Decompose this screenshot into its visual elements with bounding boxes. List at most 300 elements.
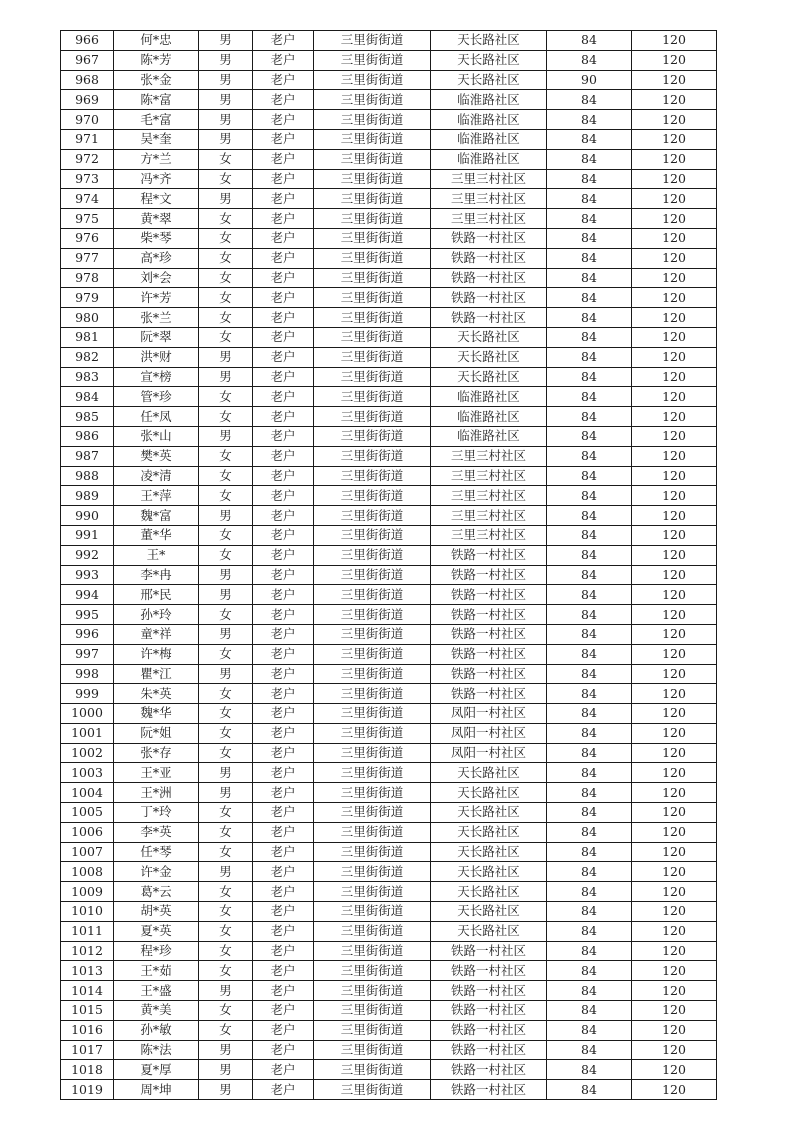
table-row — [61, 268, 717, 288]
gender-cell: 女 — [199, 684, 253, 704]
gender-cell: 男 — [199, 129, 253, 149]
serial-number-cell: 977 — [61, 248, 114, 268]
amount-cell: 84 — [547, 169, 632, 189]
serial-number-cell: 995 — [61, 605, 114, 625]
serial-number-cell: 1006 — [61, 822, 114, 842]
community-cell: 铁路一村社区 — [431, 624, 547, 644]
serial-number-cell: 980 — [61, 308, 114, 328]
amount-cell: 84 — [547, 110, 632, 130]
household-type-cell: 老户 — [253, 882, 314, 902]
table-row — [61, 149, 717, 169]
serial-number-cell: 978 — [61, 268, 114, 288]
standard-cell: 120 — [632, 902, 717, 922]
subdistrict-cell: 三里街街道 — [314, 1040, 431, 1060]
name-cell: 孙*敏 — [114, 1020, 199, 1040]
amount-cell: 84 — [547, 189, 632, 209]
standard-cell: 120 — [632, 1020, 717, 1040]
community-cell: 天长路社区 — [431, 327, 547, 347]
serial-number-cell: 1017 — [61, 1040, 114, 1060]
community-cell: 天长路社区 — [431, 902, 547, 922]
table-row — [61, 525, 717, 545]
amount-cell: 84 — [547, 882, 632, 902]
household-type-cell: 老户 — [253, 981, 314, 1001]
name-cell: 程*珍 — [114, 941, 199, 961]
subdistrict-cell: 三里街街道 — [314, 407, 431, 427]
household-type-cell: 老户 — [253, 921, 314, 941]
amount-cell: 84 — [547, 1040, 632, 1060]
standard-cell: 120 — [632, 624, 717, 644]
subdistrict-cell: 三里街街道 — [314, 228, 431, 248]
serial-number-cell: 969 — [61, 90, 114, 110]
subdistrict-cell: 三里街街道 — [314, 1060, 431, 1080]
amount-cell: 84 — [547, 624, 632, 644]
name-cell: 张*金 — [114, 70, 199, 90]
household-type-cell: 老户 — [253, 1020, 314, 1040]
amount-cell: 84 — [547, 1001, 632, 1021]
table-row — [61, 803, 717, 823]
subdistrict-cell: 三里街街道 — [314, 605, 431, 625]
gender-cell: 男 — [199, 426, 253, 446]
table-row — [61, 605, 717, 625]
standard-cell: 120 — [632, 149, 717, 169]
household-type-cell: 老户 — [253, 585, 314, 605]
standard-cell: 120 — [632, 921, 717, 941]
standard-cell: 120 — [632, 525, 717, 545]
subdistrict-cell: 三里街街道 — [314, 882, 431, 902]
serial-number-cell: 968 — [61, 70, 114, 90]
community-cell: 三里三村社区 — [431, 466, 547, 486]
standard-cell: 120 — [632, 248, 717, 268]
table-row — [61, 862, 717, 882]
table-row — [61, 1060, 717, 1080]
subdistrict-cell: 三里街街道 — [314, 486, 431, 506]
table-row — [61, 308, 717, 328]
name-cell: 吴*奎 — [114, 129, 199, 149]
name-cell: 王*盛 — [114, 981, 199, 1001]
gender-cell: 女 — [199, 961, 253, 981]
name-cell: 樊*英 — [114, 446, 199, 466]
serial-number-cell: 966 — [61, 31, 114, 51]
amount-cell: 84 — [547, 327, 632, 347]
subdistrict-cell: 三里街街道 — [314, 763, 431, 783]
amount-cell: 84 — [547, 1020, 632, 1040]
community-cell: 铁路一村社区 — [431, 248, 547, 268]
household-type-cell: 老户 — [253, 862, 314, 882]
table-row — [61, 129, 717, 149]
household-type-cell: 老户 — [253, 525, 314, 545]
household-type-cell: 老户 — [253, 31, 314, 51]
serial-number-cell: 983 — [61, 367, 114, 387]
subdistrict-cell: 三里街街道 — [314, 624, 431, 644]
gender-cell: 女 — [199, 288, 253, 308]
standard-cell: 120 — [632, 446, 717, 466]
amount-cell: 84 — [547, 545, 632, 565]
community-cell: 临淮路社区 — [431, 129, 547, 149]
subdistrict-cell: 三里街街道 — [314, 248, 431, 268]
name-cell: 夏*英 — [114, 921, 199, 941]
name-cell: 王* — [114, 545, 199, 565]
household-type-cell: 老户 — [253, 723, 314, 743]
household-type-cell: 老户 — [253, 664, 314, 684]
table-row — [61, 1080, 717, 1100]
gender-cell: 男 — [199, 70, 253, 90]
gender-cell: 女 — [199, 209, 253, 229]
serial-number-cell: 982 — [61, 347, 114, 367]
table-row — [61, 486, 717, 506]
standard-cell: 120 — [632, 169, 717, 189]
standard-cell: 120 — [632, 961, 717, 981]
name-cell: 孙*玲 — [114, 605, 199, 625]
standard-cell: 120 — [632, 704, 717, 724]
subdistrict-cell: 三里街街道 — [314, 31, 431, 51]
serial-number-cell: 986 — [61, 426, 114, 446]
gender-cell: 男 — [199, 189, 253, 209]
gender-cell: 男 — [199, 347, 253, 367]
gender-cell: 女 — [199, 525, 253, 545]
household-type-cell: 老户 — [253, 644, 314, 664]
subdistrict-cell: 三里街街道 — [314, 902, 431, 922]
amount-cell: 84 — [547, 347, 632, 367]
table-row — [61, 426, 717, 446]
standard-cell: 120 — [632, 565, 717, 585]
gender-cell: 女 — [199, 248, 253, 268]
standard-cell: 120 — [632, 387, 717, 407]
community-cell: 天长路社区 — [431, 763, 547, 783]
community-cell: 铁路一村社区 — [431, 1080, 547, 1100]
serial-number-cell: 1007 — [61, 842, 114, 862]
community-cell: 天长路社区 — [431, 70, 547, 90]
subdistrict-cell: 三里街街道 — [314, 70, 431, 90]
amount-cell: 84 — [547, 664, 632, 684]
subdistrict-cell: 三里街街道 — [314, 1001, 431, 1021]
name-cell: 陈*法 — [114, 1040, 199, 1060]
table-row — [61, 704, 717, 724]
standard-cell: 120 — [632, 644, 717, 664]
gender-cell: 女 — [199, 545, 253, 565]
community-cell: 铁路一村社区 — [431, 268, 547, 288]
serial-number-cell: 994 — [61, 585, 114, 605]
gender-cell: 女 — [199, 902, 253, 922]
standard-cell: 120 — [632, 347, 717, 367]
table-row — [61, 288, 717, 308]
household-type-cell: 老户 — [253, 308, 314, 328]
serial-number-cell: 987 — [61, 446, 114, 466]
standard-cell: 120 — [632, 70, 717, 90]
table-row — [61, 31, 717, 51]
gender-cell: 女 — [199, 921, 253, 941]
table-row — [61, 407, 717, 427]
name-cell: 柴*琴 — [114, 228, 199, 248]
serial-number-cell: 970 — [61, 110, 114, 130]
table-row — [61, 644, 717, 664]
table-row — [61, 1001, 717, 1021]
amount-cell: 84 — [547, 486, 632, 506]
gender-cell: 女 — [199, 723, 253, 743]
gender-cell: 男 — [199, 624, 253, 644]
community-cell: 天长路社区 — [431, 783, 547, 803]
name-cell: 许*芳 — [114, 288, 199, 308]
records-table-body — [61, 31, 717, 1100]
serial-number-cell: 1009 — [61, 882, 114, 902]
serial-number-cell: 1010 — [61, 902, 114, 922]
gender-cell: 男 — [199, 31, 253, 51]
serial-number-cell: 972 — [61, 149, 114, 169]
household-type-cell: 老户 — [253, 209, 314, 229]
amount-cell: 84 — [547, 842, 632, 862]
serial-number-cell: 990 — [61, 506, 114, 526]
community-cell: 铁路一村社区 — [431, 605, 547, 625]
gender-cell: 男 — [199, 862, 253, 882]
table-row — [61, 50, 717, 70]
subdistrict-cell: 三里街街道 — [314, 961, 431, 981]
household-type-cell: 老户 — [253, 783, 314, 803]
community-cell: 天长路社区 — [431, 347, 547, 367]
name-cell: 方*兰 — [114, 149, 199, 169]
subdistrict-cell: 三里街街道 — [314, 209, 431, 229]
name-cell: 许*梅 — [114, 644, 199, 664]
amount-cell: 84 — [547, 407, 632, 427]
standard-cell: 120 — [632, 664, 717, 684]
table-row — [61, 506, 717, 526]
gender-cell: 女 — [199, 169, 253, 189]
household-type-cell: 老户 — [253, 684, 314, 704]
name-cell: 许*金 — [114, 862, 199, 882]
community-cell: 凤阳一村社区 — [431, 723, 547, 743]
name-cell: 李*英 — [114, 822, 199, 842]
household-type-cell: 老户 — [253, 70, 314, 90]
serial-number-cell: 999 — [61, 684, 114, 704]
amount-cell: 84 — [547, 684, 632, 704]
household-type-cell: 老户 — [253, 486, 314, 506]
standard-cell: 120 — [632, 486, 717, 506]
table-row — [61, 70, 717, 90]
amount-cell: 84 — [547, 862, 632, 882]
table-row — [61, 466, 717, 486]
gender-cell: 男 — [199, 981, 253, 1001]
standard-cell: 120 — [632, 308, 717, 328]
amount-cell: 84 — [547, 149, 632, 169]
subdistrict-cell: 三里街街道 — [314, 862, 431, 882]
name-cell: 张*兰 — [114, 308, 199, 328]
table-row — [61, 961, 717, 981]
household-type-cell: 老户 — [253, 129, 314, 149]
serial-number-cell: 1019 — [61, 1080, 114, 1100]
household-type-cell: 老户 — [253, 743, 314, 763]
gender-cell: 女 — [199, 882, 253, 902]
gender-cell: 女 — [199, 387, 253, 407]
standard-cell: 120 — [632, 723, 717, 743]
community-cell: 铁路一村社区 — [431, 664, 547, 684]
subdistrict-cell: 三里街街道 — [314, 644, 431, 664]
name-cell: 王*洲 — [114, 783, 199, 803]
serial-number-cell: 997 — [61, 644, 114, 664]
amount-cell: 84 — [547, 525, 632, 545]
standard-cell: 120 — [632, 585, 717, 605]
household-type-cell: 老户 — [253, 149, 314, 169]
table-row — [61, 228, 717, 248]
standard-cell: 120 — [632, 1060, 717, 1080]
amount-cell: 84 — [547, 803, 632, 823]
gender-cell: 男 — [199, 565, 253, 585]
standard-cell: 120 — [632, 327, 717, 347]
community-cell: 铁路一村社区 — [431, 1040, 547, 1060]
community-cell: 三里三村社区 — [431, 506, 547, 526]
amount-cell: 84 — [547, 1060, 632, 1080]
name-cell: 高*珍 — [114, 248, 199, 268]
name-cell: 王*茹 — [114, 961, 199, 981]
community-cell: 铁路一村社区 — [431, 1020, 547, 1040]
serial-number-cell: 1001 — [61, 723, 114, 743]
household-type-cell: 老户 — [253, 367, 314, 387]
serial-number-cell: 996 — [61, 624, 114, 644]
table-row — [61, 763, 717, 783]
serial-number-cell: 988 — [61, 466, 114, 486]
standard-cell: 120 — [632, 466, 717, 486]
table-row — [61, 189, 717, 209]
subdistrict-cell: 三里街街道 — [314, 268, 431, 288]
household-type-cell: 老户 — [253, 90, 314, 110]
household-type-cell: 老户 — [253, 704, 314, 724]
household-type-cell: 老户 — [253, 466, 314, 486]
amount-cell: 84 — [547, 506, 632, 526]
table-row — [61, 585, 717, 605]
serial-number-cell: 1000 — [61, 704, 114, 724]
name-cell: 魏*华 — [114, 704, 199, 724]
subdistrict-cell: 三里街街道 — [314, 506, 431, 526]
community-cell: 铁路一村社区 — [431, 941, 547, 961]
name-cell: 童*祥 — [114, 624, 199, 644]
serial-number-cell: 993 — [61, 565, 114, 585]
table-row — [61, 1020, 717, 1040]
name-cell: 刘*会 — [114, 268, 199, 288]
serial-number-cell: 984 — [61, 387, 114, 407]
community-cell: 铁路一村社区 — [431, 961, 547, 981]
table-row — [61, 624, 717, 644]
amount-cell: 84 — [547, 783, 632, 803]
table-row — [61, 822, 717, 842]
table-row — [61, 842, 717, 862]
amount-cell: 84 — [547, 822, 632, 842]
table-row — [61, 367, 717, 387]
household-type-cell: 老户 — [253, 426, 314, 446]
name-cell: 邢*民 — [114, 585, 199, 605]
standard-cell: 120 — [632, 1001, 717, 1021]
serial-number-cell: 998 — [61, 664, 114, 684]
subdistrict-cell: 三里街街道 — [314, 704, 431, 724]
serial-number-cell: 981 — [61, 327, 114, 347]
name-cell: 朱*英 — [114, 684, 199, 704]
name-cell: 葛*云 — [114, 882, 199, 902]
standard-cell: 120 — [632, 90, 717, 110]
community-cell: 铁路一村社区 — [431, 684, 547, 704]
serial-number-cell: 967 — [61, 50, 114, 70]
gender-cell: 女 — [199, 327, 253, 347]
household-type-cell: 老户 — [253, 288, 314, 308]
household-type-cell: 老户 — [253, 941, 314, 961]
gender-cell: 男 — [199, 783, 253, 803]
name-cell: 张*山 — [114, 426, 199, 446]
amount-cell: 84 — [547, 585, 632, 605]
standard-cell: 120 — [632, 268, 717, 288]
standard-cell: 120 — [632, 545, 717, 565]
household-type-cell: 老户 — [253, 50, 314, 70]
standard-cell: 120 — [632, 189, 717, 209]
household-type-cell: 老户 — [253, 624, 314, 644]
community-cell: 铁路一村社区 — [431, 565, 547, 585]
amount-cell: 84 — [547, 565, 632, 585]
community-cell: 天长路社区 — [431, 862, 547, 882]
serial-number-cell: 975 — [61, 209, 114, 229]
name-cell: 王*萍 — [114, 486, 199, 506]
name-cell: 冯*齐 — [114, 169, 199, 189]
standard-cell: 120 — [632, 129, 717, 149]
standard-cell: 120 — [632, 783, 717, 803]
amount-cell: 84 — [547, 704, 632, 724]
subdistrict-cell: 三里街街道 — [314, 684, 431, 704]
community-cell: 三里三村社区 — [431, 446, 547, 466]
serial-number-cell: 971 — [61, 129, 114, 149]
name-cell: 洪*财 — [114, 347, 199, 367]
table-row — [61, 545, 717, 565]
amount-cell: 84 — [547, 743, 632, 763]
household-type-cell: 老户 — [253, 605, 314, 625]
gender-cell: 男 — [199, 50, 253, 70]
name-cell: 张*存 — [114, 743, 199, 763]
household-type-cell: 老户 — [253, 189, 314, 209]
amount-cell: 84 — [547, 921, 632, 941]
gender-cell: 女 — [199, 803, 253, 823]
amount-cell: 84 — [547, 288, 632, 308]
standard-cell: 120 — [632, 31, 717, 51]
gender-cell: 男 — [199, 110, 253, 130]
community-cell: 临淮路社区 — [431, 110, 547, 130]
amount-cell: 84 — [547, 723, 632, 743]
gender-cell: 女 — [199, 1020, 253, 1040]
amount-cell: 84 — [547, 961, 632, 981]
gender-cell: 女 — [199, 446, 253, 466]
standard-cell: 120 — [632, 288, 717, 308]
subdistrict-cell: 三里街街道 — [314, 822, 431, 842]
subdistrict-cell: 三里街街道 — [314, 90, 431, 110]
community-cell: 铁路一村社区 — [431, 288, 547, 308]
household-type-cell: 老户 — [253, 842, 314, 862]
standard-cell: 120 — [632, 367, 717, 387]
amount-cell: 84 — [547, 426, 632, 446]
household-type-cell: 老户 — [253, 506, 314, 526]
household-type-cell: 老户 — [253, 248, 314, 268]
household-type-cell: 老户 — [253, 961, 314, 981]
subdistrict-cell: 三里街街道 — [314, 723, 431, 743]
subdistrict-cell: 三里街街道 — [314, 189, 431, 209]
serial-number-cell: 991 — [61, 525, 114, 545]
amount-cell: 84 — [547, 129, 632, 149]
serial-number-cell: 1011 — [61, 921, 114, 941]
amount-cell: 84 — [547, 763, 632, 783]
household-type-cell: 老户 — [253, 1001, 314, 1021]
amount-cell: 90 — [547, 70, 632, 90]
standard-cell: 120 — [632, 110, 717, 130]
serial-number-cell: 1015 — [61, 1001, 114, 1021]
serial-number-cell: 985 — [61, 407, 114, 427]
records-table — [60, 30, 717, 1100]
amount-cell: 84 — [547, 228, 632, 248]
subdistrict-cell: 三里街街道 — [314, 783, 431, 803]
gender-cell: 女 — [199, 842, 253, 862]
amount-cell: 84 — [547, 268, 632, 288]
subdistrict-cell: 三里街街道 — [314, 1020, 431, 1040]
serial-number-cell: 1016 — [61, 1020, 114, 1040]
standard-cell: 120 — [632, 50, 717, 70]
